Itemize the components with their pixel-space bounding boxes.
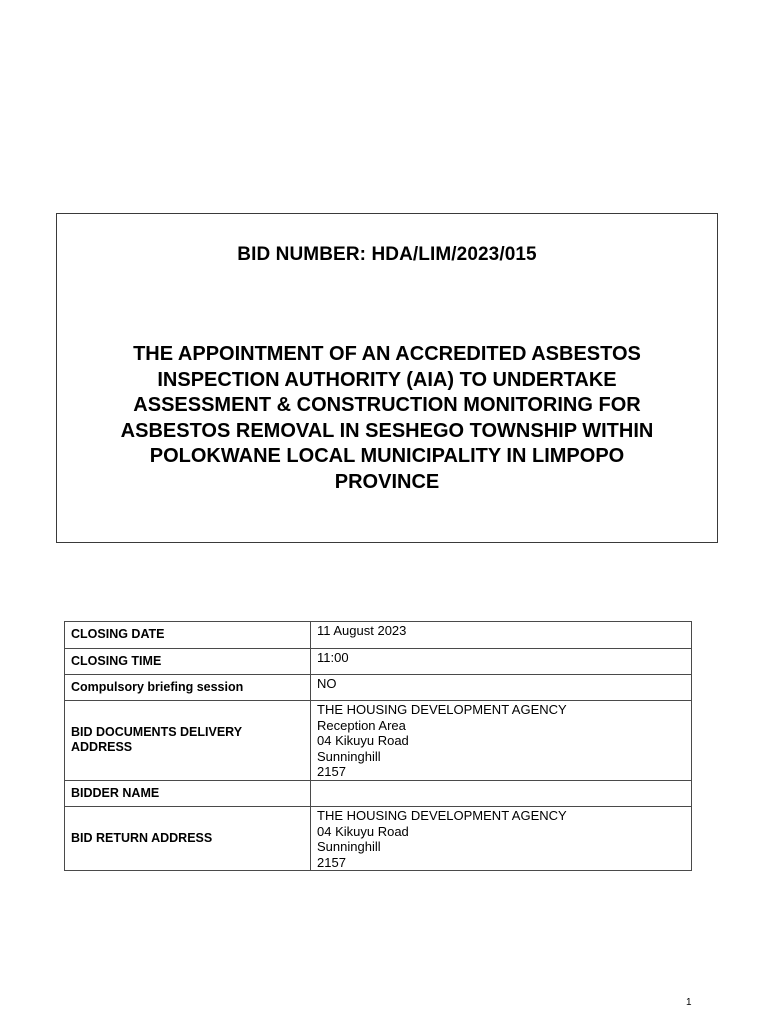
table-row bbox=[65, 806, 692, 870]
value-line: Sunninghill bbox=[317, 748, 381, 764]
table-row bbox=[65, 780, 692, 806]
table-row bbox=[65, 622, 692, 649]
page-number: 1 bbox=[686, 997, 692, 1008]
value-line: Sunninghill bbox=[317, 839, 381, 855]
value-line: 2157 bbox=[317, 764, 346, 780]
table-row bbox=[65, 701, 692, 781]
return-address-value bbox=[311, 806, 692, 870]
closing-date-label: CLOSING DATE bbox=[65, 622, 311, 649]
bid-title-line: POLOKWANE LOCAL MUNICIPALITY IN LIMPOPO bbox=[149, 445, 625, 467]
bid-title-line: ASBESTOS REMOVAL IN SESHEGO TOWNSHIP WITHIN bbox=[120, 419, 654, 442]
bidder-name-value bbox=[311, 780, 692, 806]
title-box bbox=[56, 213, 718, 543]
value-line: Reception Area bbox=[317, 717, 406, 733]
value-line: 11 August 2023 bbox=[317, 623, 407, 638]
closing-time-label: CLOSING TIME bbox=[65, 649, 311, 675]
delivery-address-label: BID DOCUMENTS DELIVERY ADDRESS bbox=[65, 701, 311, 781]
briefing-session-label: Compulsory briefing session bbox=[65, 675, 311, 701]
value-line: 11:00 bbox=[317, 650, 349, 665]
bid-title-line: ASSESSMENT & CONSTRUCTION MONITORING FOR bbox=[133, 394, 641, 416]
bid-info-table bbox=[64, 621, 692, 871]
closing-date-value bbox=[311, 622, 692, 649]
bidder-name-label: BIDDER NAME bbox=[65, 780, 311, 806]
bid-title-line: INSPECTION AUTHORITY (AIA) TO UNDERTAKE bbox=[157, 368, 617, 391]
value-line: 2157 bbox=[317, 854, 346, 870]
closing-time-value bbox=[311, 649, 692, 675]
briefing-session-value bbox=[311, 675, 692, 701]
value-line: 04 Kikuyu Road bbox=[317, 823, 409, 839]
bid-title bbox=[67, 342, 707, 495]
bid-title-line: THE APPOINTMENT OF AN ACCREDITED ASBESTOS bbox=[133, 343, 641, 365]
value-line: THE HOUSING DEVELOPMENT AGENCY bbox=[317, 807, 567, 823]
table-row bbox=[65, 649, 692, 675]
bid-number-heading: BID NUMBER: HDA/LIM/2023/015 bbox=[237, 244, 537, 265]
value-line: 04 Kikuyu Road bbox=[317, 733, 409, 749]
value-line: NO bbox=[317, 676, 337, 691]
value-line: THE HOUSING DEVELOPMENT AGENCY bbox=[317, 702, 567, 717]
bid-title-line: PROVINCE bbox=[334, 470, 440, 493]
table-row bbox=[65, 675, 692, 701]
return-address-label: BID RETURN ADDRESS bbox=[65, 806, 311, 870]
delivery-address-value bbox=[311, 701, 692, 781]
